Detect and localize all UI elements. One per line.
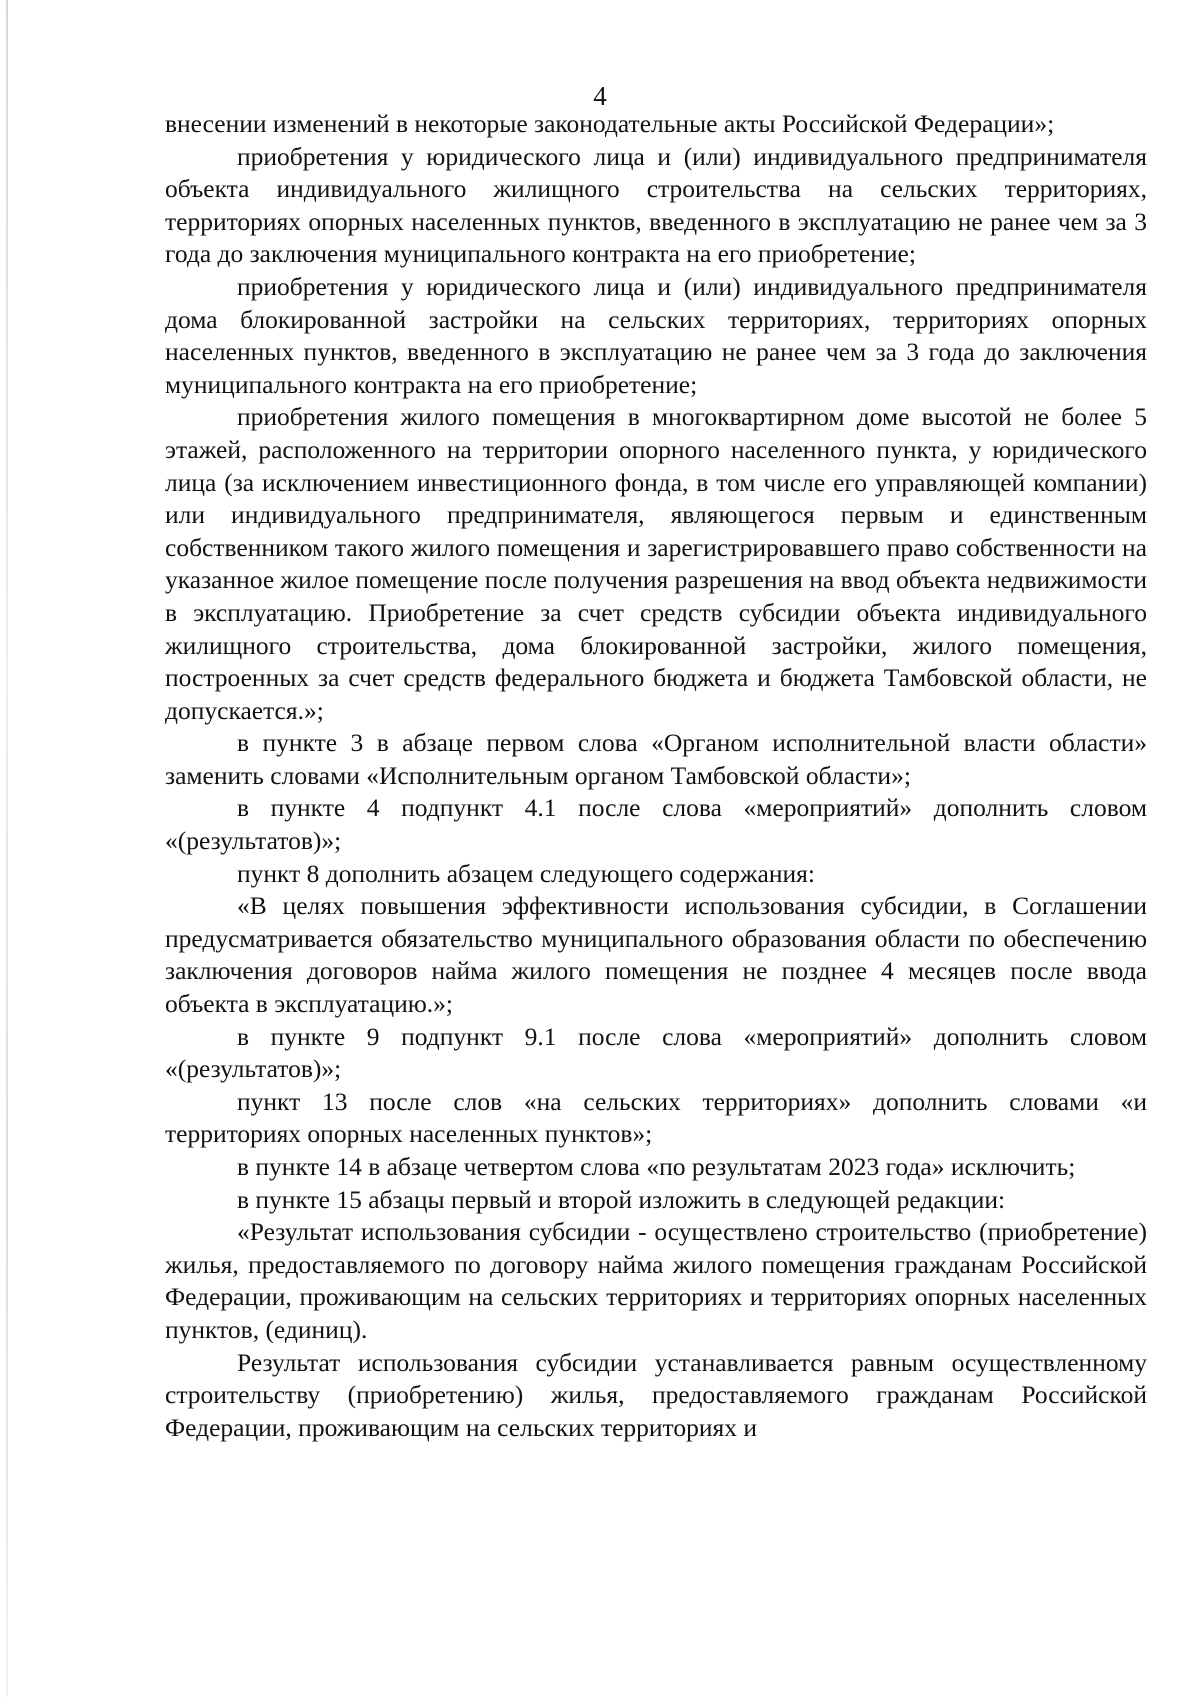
page-number: 4 bbox=[593, 81, 607, 111]
paragraph: в пункте 3 в абзаце первом слова «Органом исполнительной власти области» заменить словами «Исполнительным органом Тамбовской области»; bbox=[165, 728, 1147, 790]
document-body bbox=[165, 108, 1147, 1444]
paragraph: приобретения у юридического лица и (или) индивидуального предпринимателя объекта индивидуального жилищного строительства на сельских территориях, территориях опорных населенных пунктов, введенного в эксплуатацию не ранее чем за 3 года до заключения муниципального контракта на его приобретение; bbox=[165, 141, 1147, 269]
paragraph: «Результат использования субсидии - осуществлено строительство (приобретение) жилья, предоставляемого по договору найма жилого помещения гражданам Российской Федерации, проживающим на сельских территориях и территориях опорных населенных пунктов, (единиц). bbox=[165, 1217, 1147, 1344]
paragraph: «В целях повышения эффективности использования субсидии, в Соглашении предусматривается обязательство муниципального образования области по обеспечению заключения договоров найма жилого помещения не позднее 4 месяцев после ввода объекта в эксплуатацию.»; bbox=[165, 891, 1147, 1019]
paragraph: приобретения жилого помещения в многоквартирном доме высотой не более 5 этажей, расположенного на территории опорного населенного пункта, у юридического лица (за исключением инвестиционного фонда, в том числе его управляющей компании) или индивидуального предпринимателя, являющегося первым и единственным собственником такого жилого помещения и зарегистрировавшего право собственности на указанное жилое помещение после получения разрешения на ввод объекта недвижимости в эксплуатацию. Приобретение за счет средств субсидии объекта индивидуального жилищного строительства, дома блокированной застройки, жилого помещения, построенных за счет средств федерального бюджета и бюджета Тамбовской области, не допускается.»; bbox=[165, 402, 1147, 725]
paragraph: в пункте 14 в абзаце четвертом слова «по результатам 2023 года» исключить; bbox=[237, 1152, 1076, 1181]
paragraph: пункт 8 дополнить абзацем следующего содержания: bbox=[237, 858, 815, 888]
scan-edge-shadow bbox=[6, 0, 8, 1697]
paragraph: в пункте 15 абзацы первый и второй изложить в следующей редакции: bbox=[237, 1184, 1006, 1214]
paragraph: приобретения у юридического лица и (или) индивидуального предпринимателя дома блокированной застройки на сельских территориях, территориях опорных населенных пунктов, введенного в эксплуатацию не ранее чем за 3 года до заключения муниципального контракта на его приобретение; bbox=[165, 271, 1147, 399]
paragraph: Результат использования субсидии устанавливается равным осуществленному строительству (приобретению) жилья, предоставляемого гражданам Российской Федерации, проживающим на сельских территориях и bbox=[165, 1347, 1147, 1442]
paragraph: внесении изменений в некоторые законодательные акты Российской Федерации»; bbox=[165, 109, 1055, 138]
paragraph: в пункте 4 подпункт 4.1 после слова «мероприятий» дополнить словом «(результатов)»; bbox=[165, 793, 1147, 856]
paragraph: в пункте 9 подпункт 9.1 после слова «мероприятий» дополнить словом «(результатов)»; bbox=[165, 1021, 1147, 1084]
paragraph: пункт 13 после слов «на сельских территориях» дополнить словами «и территориях опорных населенных пунктов»; bbox=[165, 1086, 1147, 1149]
